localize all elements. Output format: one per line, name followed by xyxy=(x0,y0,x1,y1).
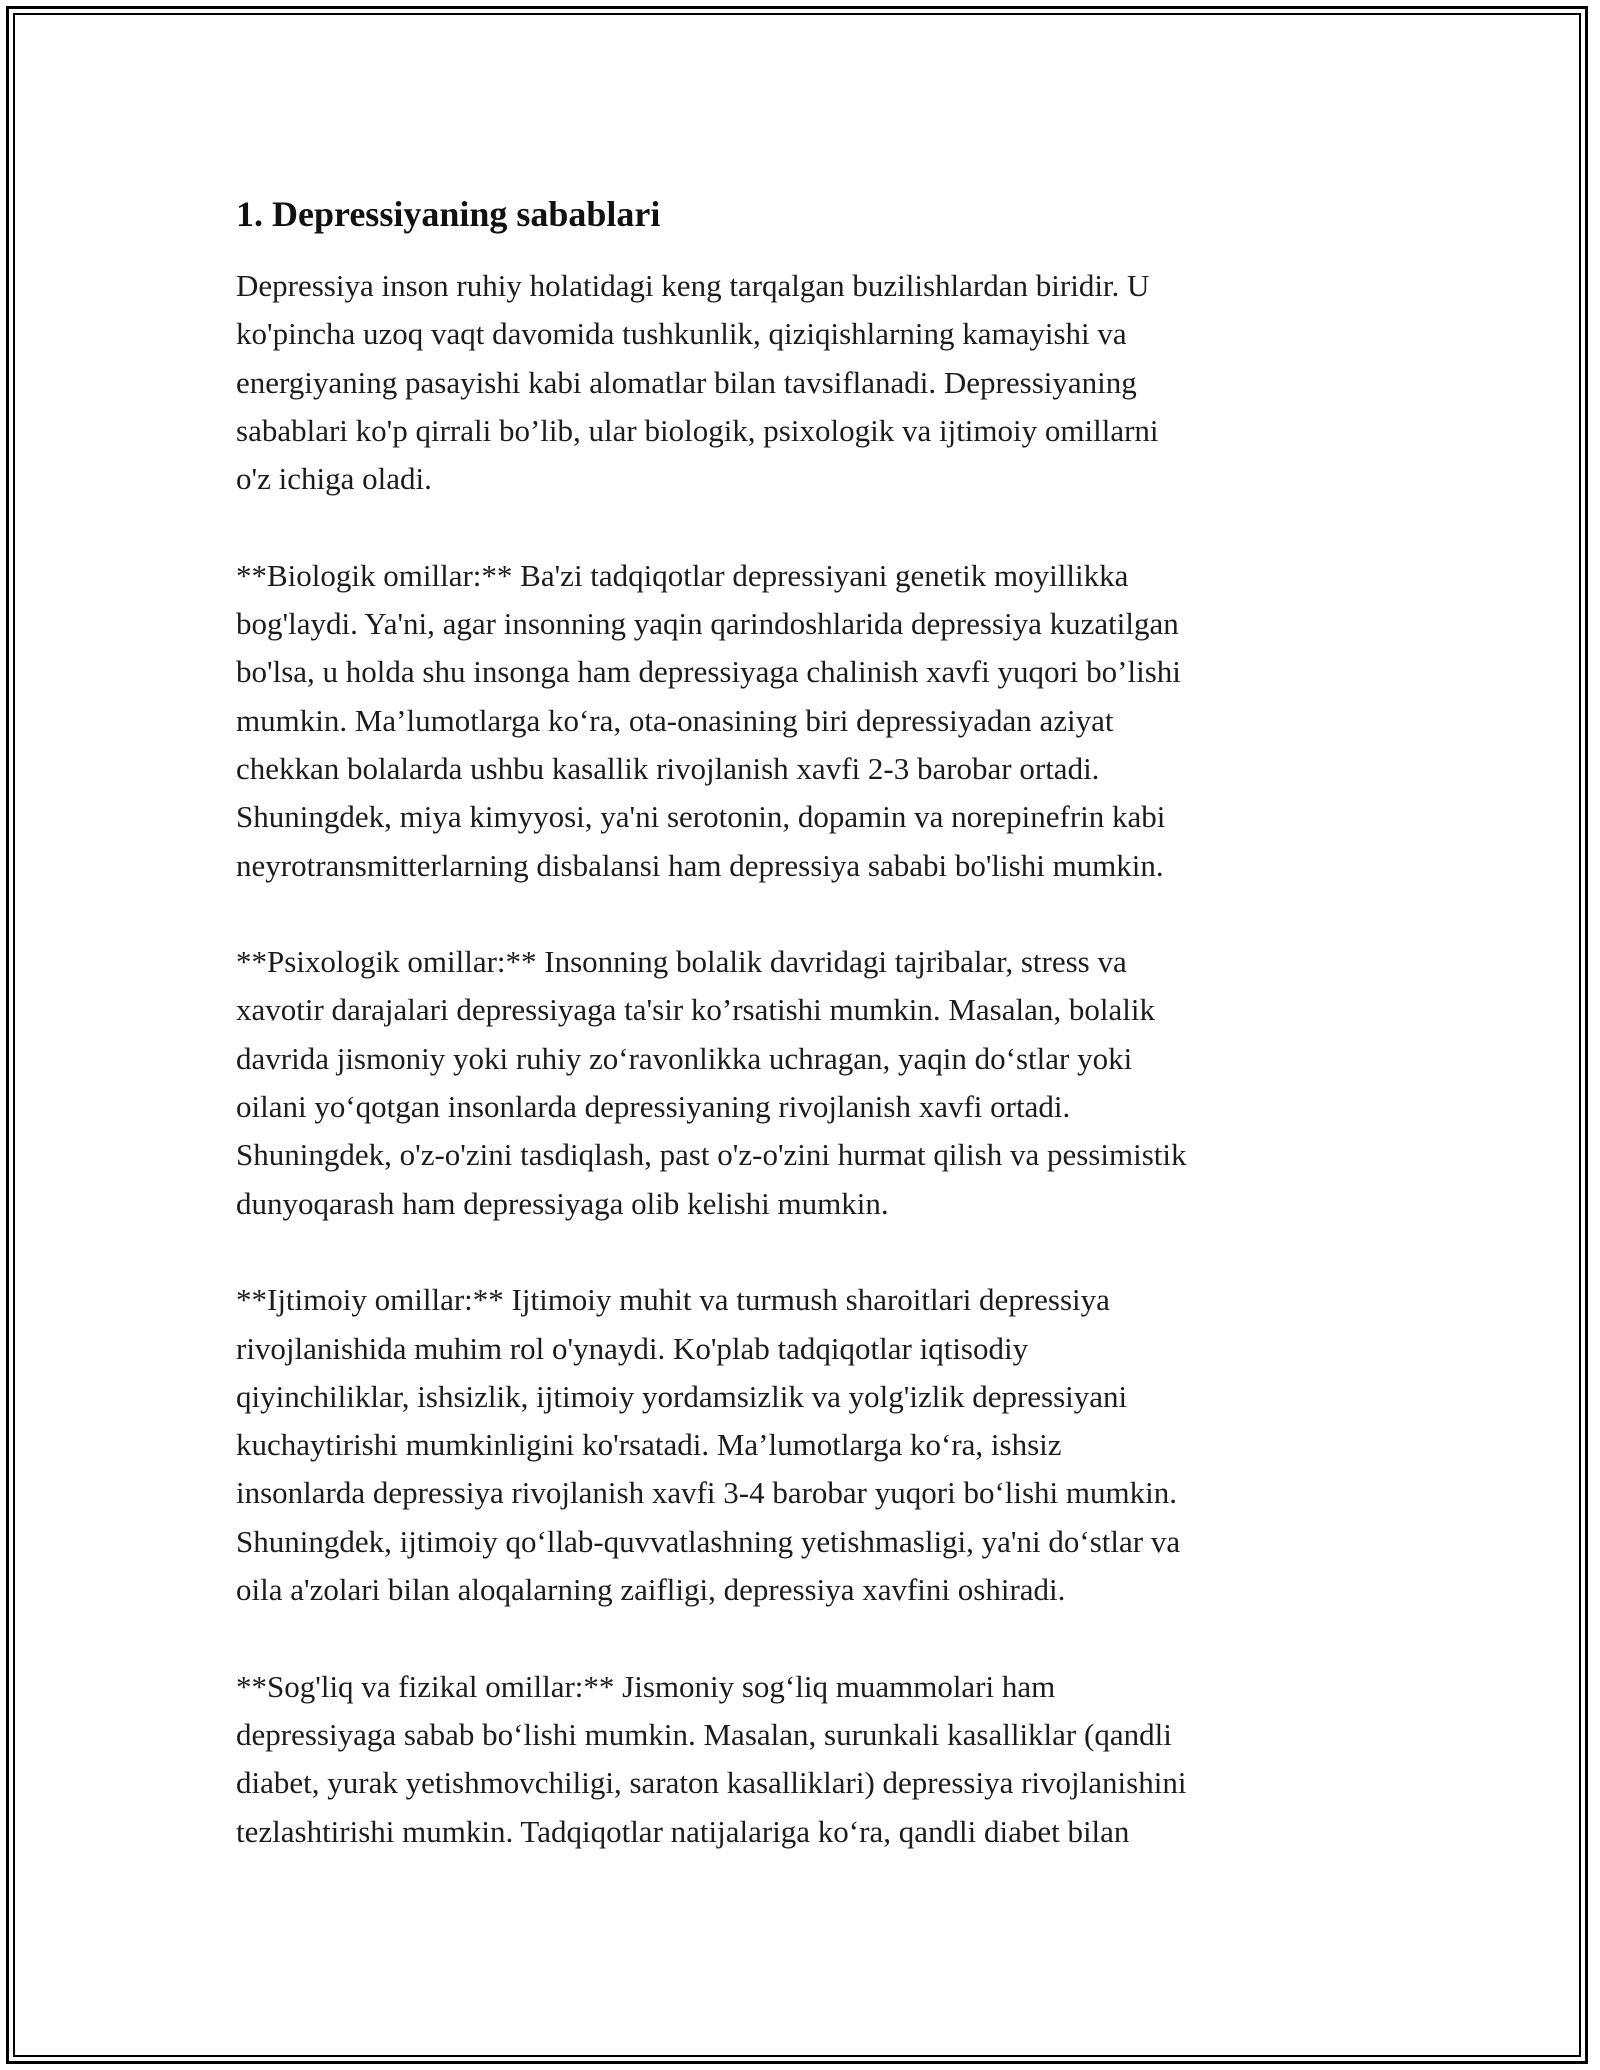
document-body xyxy=(236,190,1366,1904)
paragraph-biological-factors: **Biologik omillar:** Ba'zi tadqiqotlar depressiyani genetik moyillikka bog'laydi. Ya'ni, agar insonning yaqin qarindoshlarida depressiya kuzatilgan bo'lsa, u holda shu insonga ham depressiyaga chalinish xavfi yuqori bo’lishi mumkin. Ma’lumotlarga ko‘ra, ota-onasining biri depressiyadan aziyat chekkan bolalarda ushbu kasallik rivojlanish xavfi 2-3 barobar ortadi. Shuningdek, miya kimyyosi, ya'ni serotonin, dopamin va norepinefrin kabi neyrotransmitterlarning disbalansi ham depressiya sababi bo'lishi mumkin. xyxy=(236,557,1181,883)
section-heading: 1. Depressiyaning sabablari xyxy=(236,194,661,234)
paragraph-social-factors: **Ijtimoiy omillar:** Ijtimoiy muhit va turmush sharoitlari depressiya rivojlanishida muhim rol o'ynaydi. Ko'plab tadqiqotlar iqtisodiy qiyinchiliklar, ishsizlik, ijtimoiy yordamsizlik va yolg'izlik depressiyani kuchaytirishi mumkinligini ko'rsatadi. Ma’lumotlarga ko‘ra, ishsiz insonlarda depressiya rivojlanish xavfi 3-4 barobar yuqori bo‘lishi mumkin. Shuningdek, ijtimoiy qo‘llab-quvvatlashning yetishmasligi, ya'ni do‘stlar va oila a'zolari bilan aloqalarning zaifligi, depressiya xavfini oshiradi. xyxy=(236,1282,1181,1608)
paragraph-health-factors: **Sog'liq va fizikal omillar:** Jismoniy sog‘liq muammolari ham depressiyaga sabab bo‘lishi mumkin. Masalan, surunkali kasalliklar (qandli diabet, yurak yetishmovchiligi, saraton kasalliklari) depressiya rivojlanishini tezlashtirishi mumkin. Tadqiqotlar natijalariga ko‘ra, qandli diabet bilan xyxy=(236,1668,1187,1849)
paragraph-intro: Depressiya inson ruhiy holatidagi keng tarqalgan buzilishlardan biridir. U ko'pincha uzoq vaqt davomida tushkunlik, qiziqishlarning kamayishi va energiyaning pasayishi kabi alomatlar bilan tavsiflanadi. Depressiyaning sabablari ko'p qirrali bo’lib, ular biologik, psixologik va ijtimoiy omillarni o'z ichiga oladi. xyxy=(236,268,1159,497)
paragraph-psychological-factors: **Psixologik omillar:** Insonning bolalik davridagi tajribalar, stress va xavotir darajalari depressiyaga ta'sir ko’rsatishi mumkin. Masalan, bolalik davrida jismoniy yoki ruhiy zo‘ravonlikka uchragan, yaqin do‘stlar yoki oilani yo‘qotgan insonlarda depressiyaning rivojlanish xavfi ortadi. Shuningdek, o'z-o'zini tasdiqlash, past o'z-o'zini hurmat qilish va pessimistik dunyoqarash ham depressiyaga olib kelishi mumkin. xyxy=(236,944,1187,1221)
